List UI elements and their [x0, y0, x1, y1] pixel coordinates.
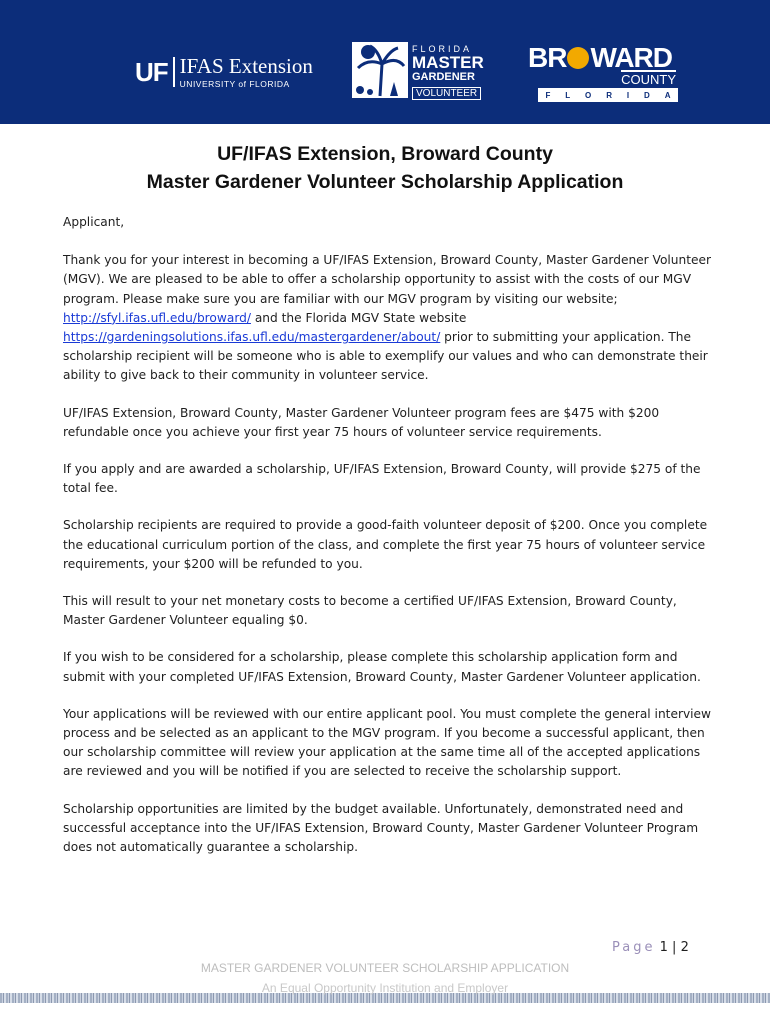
paragraph-deposit: Scholarship recipients are required to provide a good-faith volunteer deposit of $200. Once you complete the educational curriculum portion of the class, and complete the first year 75 hours of volunteer service requirements, your $200 will be refunded to you. — [63, 518, 708, 571]
ifas-title: IFAS Extension — [179, 53, 313, 78]
uf-mark: UF — [135, 56, 168, 87]
page-title-line-1: UF/IFAS Extension, Broward County — [217, 143, 553, 165]
broward-county-word: COUNTY — [621, 72, 676, 87]
mgv-gardener: GARDENER — [412, 71, 475, 83]
letter-body — [63, 213, 713, 875]
intro-text: prior to submitting your application. The scholarship recipient will be someone who is able to exemplify our values and who can demonstrate their ability to give back to their community in volunteer service. — [63, 330, 708, 383]
logo-divider — [173, 57, 175, 87]
florida-letter: O — [585, 90, 592, 100]
footer-title: MASTER GARDENER VOLUNTEER SCHOLARSHIP APPLICATION — [200, 961, 570, 975]
paragraph-intro — [63, 251, 713, 385]
mgv-volunteer: VOLUNTEER — [412, 87, 481, 100]
state-mgv-website-link[interactable]: https://gardeningsolutions.ifas.ufl.edu/mastergardener/about/ — [63, 330, 441, 345]
broward-ward: WARD — [590, 42, 672, 73]
broward-br: BR — [528, 42, 567, 73]
mgv-florida: FLORIDA — [412, 44, 473, 54]
palm-tree-icon — [350, 38, 410, 102]
broward-website-link[interactable]: http://sfyl.ifas.ufl.edu/broward/ — [63, 310, 251, 325]
sun-icon — [567, 47, 589, 69]
page-total: 2 — [680, 940, 689, 955]
header-banner — [0, 0, 770, 124]
florida-letter: D — [644, 90, 650, 100]
intro-text: and the Florida MGV State website — [254, 310, 467, 325]
ifas-subtitle: UNIVERSITY of FLORIDA — [179, 78, 290, 89]
paragraph-how-to-apply: If you wish to be considered for a scholarship, please complete this scholarship application form and submit with your completed UF/IFAS Extension, Broward County, Master Gardener Volunteer application. — [63, 650, 701, 684]
paragraph-review: Your applications will be reviewed with our entire applicant pool. You must complete the general interview process and be selected as an applicant to the MGV program. If you become a successful applicant, then our scholarship committee will review your application at the same time all of the accepted applications are reviewed and you will be notified if you are selected to receive the scholarship support. — [63, 706, 712, 779]
footer-eoe: An Equal Opportunity Institution and Employer — [261, 981, 509, 995]
paragraph-fees: UF/IFAS Extension, Broward County, Master Gardener Volunteer program fees are $475 with $200 refundable once you achieve your first year 75 hours of volunteer service requirements. — [63, 405, 660, 439]
uf-ifas-logo — [135, 52, 313, 92]
page-title-line-2: Master Gardener Volunteer Scholarship Application — [146, 171, 624, 193]
broward-florida-strip — [538, 88, 678, 102]
paragraph-net-cost: This will result to your net monetary costs to become a certified UF/IFAS Extension, Broward County, Master Gardener Volunteer equaling $0. — [63, 594, 677, 628]
paragraph-award: If you apply and are awarded a scholarship, UF/IFAS Extension, Broward County, will provide $275 of the total fee. — [63, 462, 701, 496]
page-label: Page — [612, 940, 656, 955]
page-separator: | — [672, 940, 677, 955]
mgv-master: MASTER — [412, 53, 484, 72]
intro-text: Thank you for your interest in becoming a UF/IFAS Extension, Broward County, Master Gardener Volunteer (MGV). We are pleased to be able to offer a scholarship opportunity to assist with the costs of our MGV program. Please make sure you are familiar with our MGV program by visiting our website; — [63, 253, 712, 306]
florida-letter: L — [565, 90, 571, 100]
salutation: Applicant, — [63, 215, 125, 229]
florida-letter: A — [664, 90, 671, 100]
paragraph-limits: Scholarship opportunities are limited by the budget available. Unfortunately, demonstrated need and successful acceptance into the UF/IFAS Extension, Broward County, Master Gardener Volunteer Program does not automatically guarantee a scholarship. — [63, 801, 699, 855]
florida-letter: R — [606, 90, 612, 100]
florida-letter: I — [626, 90, 630, 100]
florida-letter: F — [545, 90, 551, 100]
broward-county-logo — [528, 44, 678, 102]
master-gardener-logo — [350, 38, 490, 102]
page-current: 1 — [659, 940, 668, 955]
page-number — [612, 940, 689, 955]
